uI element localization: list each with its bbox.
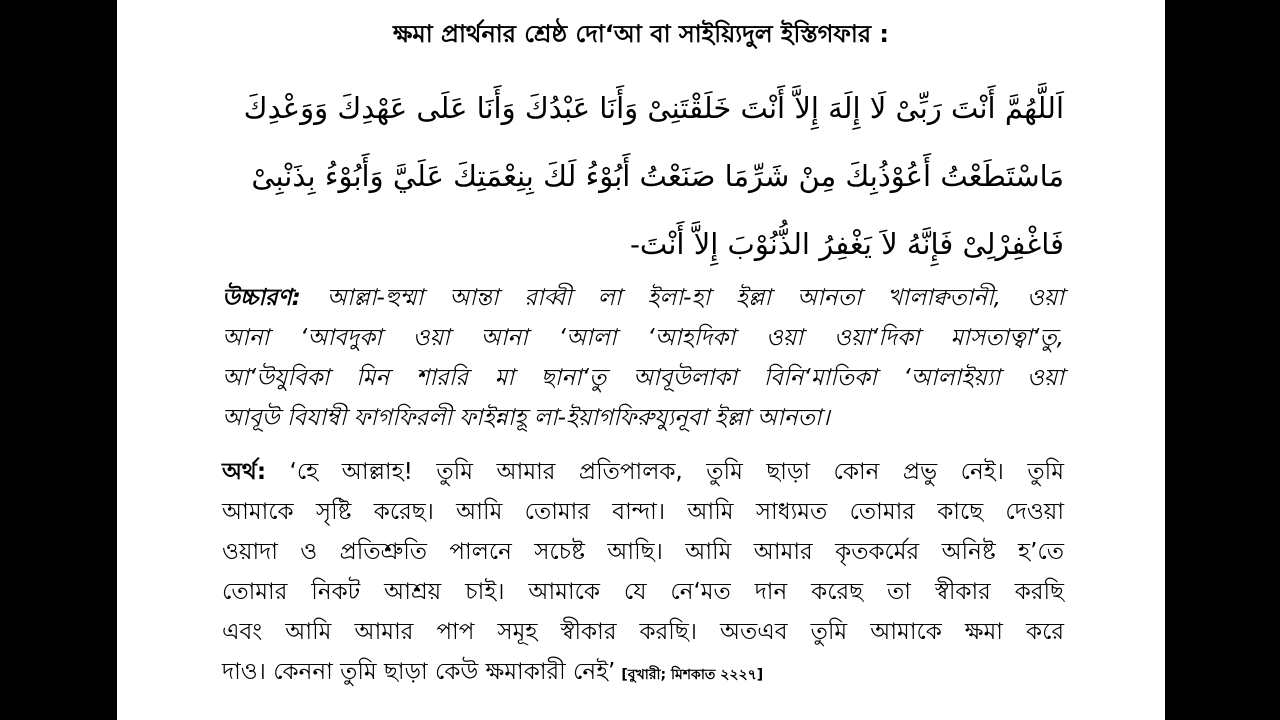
meaning-line: তোমার নিকট আশ্রয় চাই। আমাকে যে নে‘মত দান করেছ তা স্বীকার করছি — [222, 579, 1064, 605]
hadith-reference: [বুখারী; মিশকাত ২২২৭] — [621, 667, 764, 683]
transliteration-paragraph — [222, 278, 1064, 438]
meaning-paragraph — [222, 452, 1064, 692]
document-page — [117, 0, 1165, 720]
transliteration-line: আ‘উযুবিকা মিন শাররি মা ছানা‘তু আবূউলাকা বিনি‘মাতিকা ‘আলাইয়্যা ওয়া — [222, 365, 1064, 391]
arabic-dua — [222, 74, 1064, 278]
meaning-text: দাও। কেননা তুমি ছাড়া কেউ ক্ষমাকারী নেই’ — [222, 659, 616, 685]
transliteration-text: আল্লা-হুম্মা আন্তা রাব্বী লা ইলা-হা ইল্লা আনতা খালাক্বতানী, ওয়া — [326, 285, 1065, 311]
document-title: ক্ষমা প্রার্থনার শ্রেষ্ঠ দো‘আ বা সাইয়্যিদুল ইস্তিগফার : — [392, 20, 890, 48]
meaning-line — [222, 652, 1064, 692]
meaning-line: ওয়াদা ও প্রতিশ্রুতি পালনে সচেষ্ট আছি। আমি আমার কৃতকর্মের অনিষ্ট হ’তে — [222, 539, 1064, 565]
arabic-line: مَاسْتَطَعْتُ أَعُوْذُبِكَ مِنْ شَرِّمَا صَنَعْتُ أَبُوْءُ لَكَ بِنِعْمَتِكَ عَلَيَّ وَأَبُوْءُ بِذَنْبِىْ — [251, 159, 1064, 193]
transliteration-line — [222, 278, 1064, 318]
transliteration-line: আনা ‘আবদুকা ওয়া আনা ‘আলা ‘আহদিকা ওয়া ওয়া‘দিকা মাসতাত্বা‘তু, — [222, 325, 1064, 351]
meaning-text: ‘হে আল্লাহ! তুমি আমার প্রতিপালক, তুমি ছাড়া কোন প্রভু নেই। তুমি — [289, 459, 1064, 485]
arabic-line: اَللَّهُمَّ أَنْتَ رَبِّىْ لَا إِلَهَ إِلاَّ أَنْتَ خَلَقْتَنِىْ وَأَنَا عَبْدُكَ وَأَنَا عَلَى عَهْدِكَ وَوَعْدِكَ — [243, 91, 1064, 125]
meaning-line: এবং আমি আমার পাপ সমূহ স্বীকার করছি। অতএব তুমি আমাকে ক্ষমা করে — [222, 619, 1064, 645]
transliteration-label: উচ্চারণ: — [222, 285, 301, 311]
meaning-line: আমাকে সৃষ্টি করেছ। আমি তোমার বান্দা। আমি সাধ্যমত তোমার কাছে দেওয়া — [222, 499, 1064, 525]
meaning-line — [222, 452, 1064, 492]
meaning-label: অর্থ: — [222, 459, 267, 485]
transliteration-line: আবূউ বিযাম্বী ফাগফিরলী ফাইন্নাহূ লা-ইয়াগফিরুয্যুনূবা ইল্লা আনতা। — [222, 405, 830, 431]
arabic-line: فَاغْفِرْلِىْ فَإِنَّهُ لاَ يَغْفِرُ الذُّنُوْبَ إِلاَّ أَنْتَ- — [630, 227, 1064, 261]
